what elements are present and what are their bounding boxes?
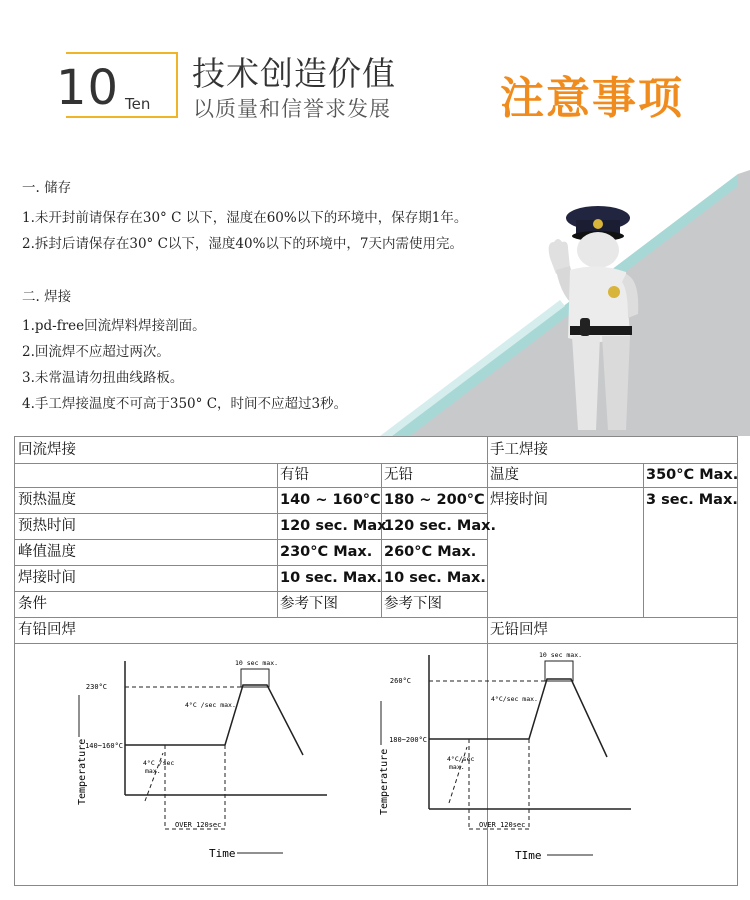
header-subtitle: 以质量和信誉求发展	[193, 97, 391, 121]
leadfree-ylabel: Temperature	[379, 748, 390, 815]
hand-time-value: 3 sec. Max.	[646, 492, 738, 508]
leadfree-top-label: 10 sec max.	[539, 651, 583, 659]
lead-preheat-label: 140~160°C	[85, 742, 123, 750]
solder-note-4: 4.手工焊接温度不可高于350° C，时间不应超过3秒。	[22, 396, 348, 412]
lead-profile-title: 有铅回焊	[18, 622, 76, 638]
leadfree-reflow-profile-diagram	[355, 649, 655, 877]
row-lead-value: 参考下图	[280, 596, 338, 612]
storage-note-2: 2.拆封后请保存在30° C以下，湿度40%以下的环境中，7天内需使用完。	[22, 236, 464, 252]
col-lead: 有铅	[280, 467, 309, 483]
section-number-english: Ten	[125, 95, 151, 113]
solder-heading: 二. 焊接	[22, 289, 72, 305]
section-number: 10	[56, 60, 120, 116]
row-leadfree-value: 120 sec. Max.	[384, 518, 497, 534]
lead-ramp2-label-2: max.	[145, 767, 161, 775]
lead-ramp-label: 4°C /sec max.	[185, 701, 236, 709]
table-rule	[15, 463, 737, 464]
leadfree-xlabel: TIme	[515, 849, 542, 862]
hand-time-label: 焊接时间	[490, 492, 548, 508]
row-label: 焊接时间	[18, 570, 76, 586]
lead-peak-label: 230°C	[85, 683, 107, 691]
header-title: 技术创造价值	[192, 54, 396, 93]
row-label: 条件	[18, 596, 47, 612]
row-leadfree-value: 10 sec. Max.	[384, 570, 486, 586]
hand-solder-title: 手工焊接	[490, 442, 548, 458]
lead-ramp2-label-1: 4°C /sec	[143, 759, 175, 767]
lead-top-label: 10 sec max.	[235, 659, 279, 667]
hand-temp-label: 温度	[490, 467, 519, 483]
notice-heading: 注意事项	[500, 73, 684, 124]
leadfree-profile-title: 无铅回焊	[490, 622, 548, 638]
row-label: 预热温度	[18, 492, 76, 508]
row-leadfree-value: 260°C Max.	[384, 544, 477, 560]
row-lead-value: 120 sec. Max.	[280, 518, 393, 534]
storage-heading: 一. 储存	[22, 180, 72, 196]
leadfree-soak-label: OVER 120sec	[479, 821, 526, 829]
leadfree-ramp-label: 4°C/sec max.	[491, 695, 538, 703]
col-leadfree: 无铅	[384, 467, 413, 483]
lead-ylabel: Temperature	[77, 738, 88, 805]
reflow-title: 回流焊接	[18, 442, 76, 458]
row-label: 峰值温度	[18, 544, 76, 560]
solder-note-3: 3.未常温请勿扭曲线路板。	[22, 370, 184, 386]
leadfree-ramp2-label-1: 4°C/sec	[447, 755, 475, 763]
row-lead-value: 230°C Max.	[280, 544, 373, 560]
hand-temp-value: 350°C Max.	[646, 467, 739, 483]
storage-note-1: 1.未开封前请保存在30° C 以下，湿度在60%以下的环境中，保存期1年。	[22, 210, 468, 226]
leadfree-preheat-label: 180~200°C	[389, 736, 427, 744]
solder-note-1: 1.pd-free回流焊料焊接剖面。	[22, 318, 206, 334]
lead-soak-label: OVER 120sec	[175, 821, 222, 829]
row-lead-value: 10 sec. Max.	[280, 570, 382, 586]
police-figure-icon	[540, 200, 650, 436]
header-bracket-accent	[66, 52, 84, 54]
table-rule	[15, 617, 737, 618]
row-lead-value: 140 ~ 160°C	[280, 492, 381, 508]
leadfree-ramp2-label-2: max.	[449, 763, 465, 771]
row-leadfree-value: 参考下图	[384, 596, 442, 612]
solder-table	[14, 436, 738, 886]
table-rule	[15, 643, 737, 644]
solder-note-2: 2.回流焊不应超过两次。	[22, 344, 170, 360]
leadfree-peak-label: 260°C	[389, 677, 411, 685]
row-leadfree-value: 180 ~ 200°C	[384, 492, 485, 508]
row-label: 预热时间	[18, 518, 76, 534]
lead-xlabel: Time	[209, 847, 236, 860]
lead-reflow-profile-diagram	[55, 655, 355, 877]
